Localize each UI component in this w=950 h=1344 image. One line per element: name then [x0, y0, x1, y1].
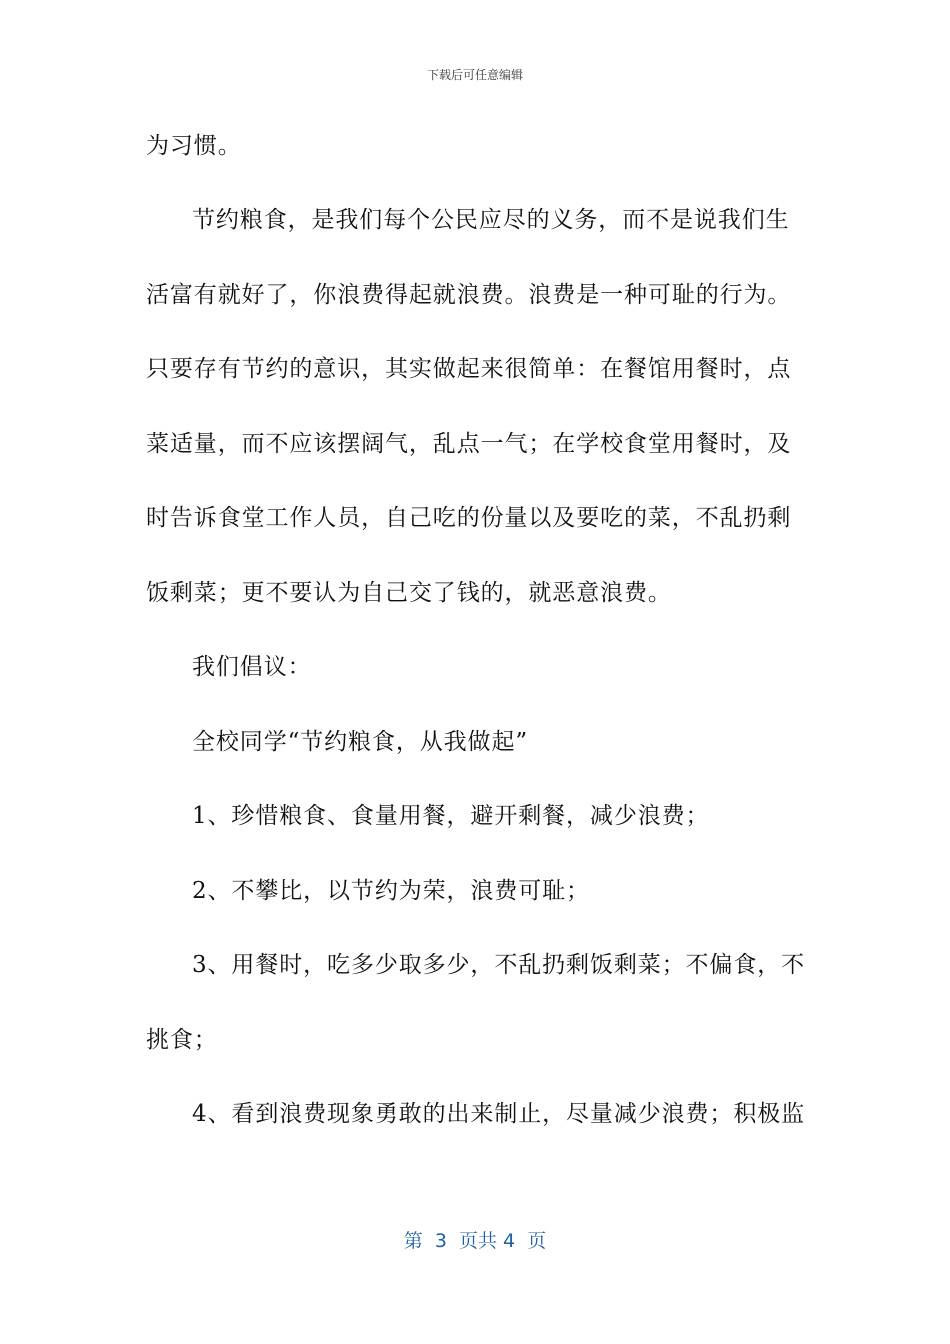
paragraph-line: 菜适量，而不应该摆阔气，乱点一气；在学校食堂用餐时，及 — [146, 431, 792, 457]
paragraph-line: 时告诉食堂工作人员，自己吃的份量以及要吃的菜，不乱扔剩 — [146, 505, 792, 531]
list-item: 2、不攀比，以节约为荣，浪费可耻； — [192, 878, 590, 904]
header-note: 下载后可任意编辑 — [426, 68, 523, 82]
paragraph-line: 为习惯。 — [146, 133, 242, 159]
page-number-footer: 第 3 页共 4 页 — [403, 1230, 547, 1252]
paragraph-line: 只要存有节约的意识，其实做起来很简单：在餐馆用餐时，点 — [146, 356, 792, 382]
list-item-continuation: 挑食； — [146, 1027, 218, 1053]
list-item: 1、珍惜粮食、食量用餐，避开剩餐，减少浪费； — [192, 803, 710, 829]
list-item: 4、看到浪费现象勇敢的出来制止，尽量减少浪费；积极监 — [192, 1101, 806, 1127]
paragraph-line: 全校同学“节约粮食，从我做起” — [192, 729, 529, 755]
paragraph-line: 我们倡议： — [192, 654, 312, 680]
paragraph-line: 节约粮食，是我们每个公民应尽的义务，而不是说我们生 — [192, 207, 790, 233]
list-item: 3、用餐时，吃多少取多少，不乱扔剩饭剩菜；不偏食，不 — [192, 952, 806, 978]
paragraph-line: 活富有就好了，你浪费得起就浪费。浪费是一种可耻的行为。 — [146, 282, 792, 308]
paragraph-line: 饭剩菜；更不要认为自己交了钱的，就恶意浪费。 — [146, 580, 672, 606]
